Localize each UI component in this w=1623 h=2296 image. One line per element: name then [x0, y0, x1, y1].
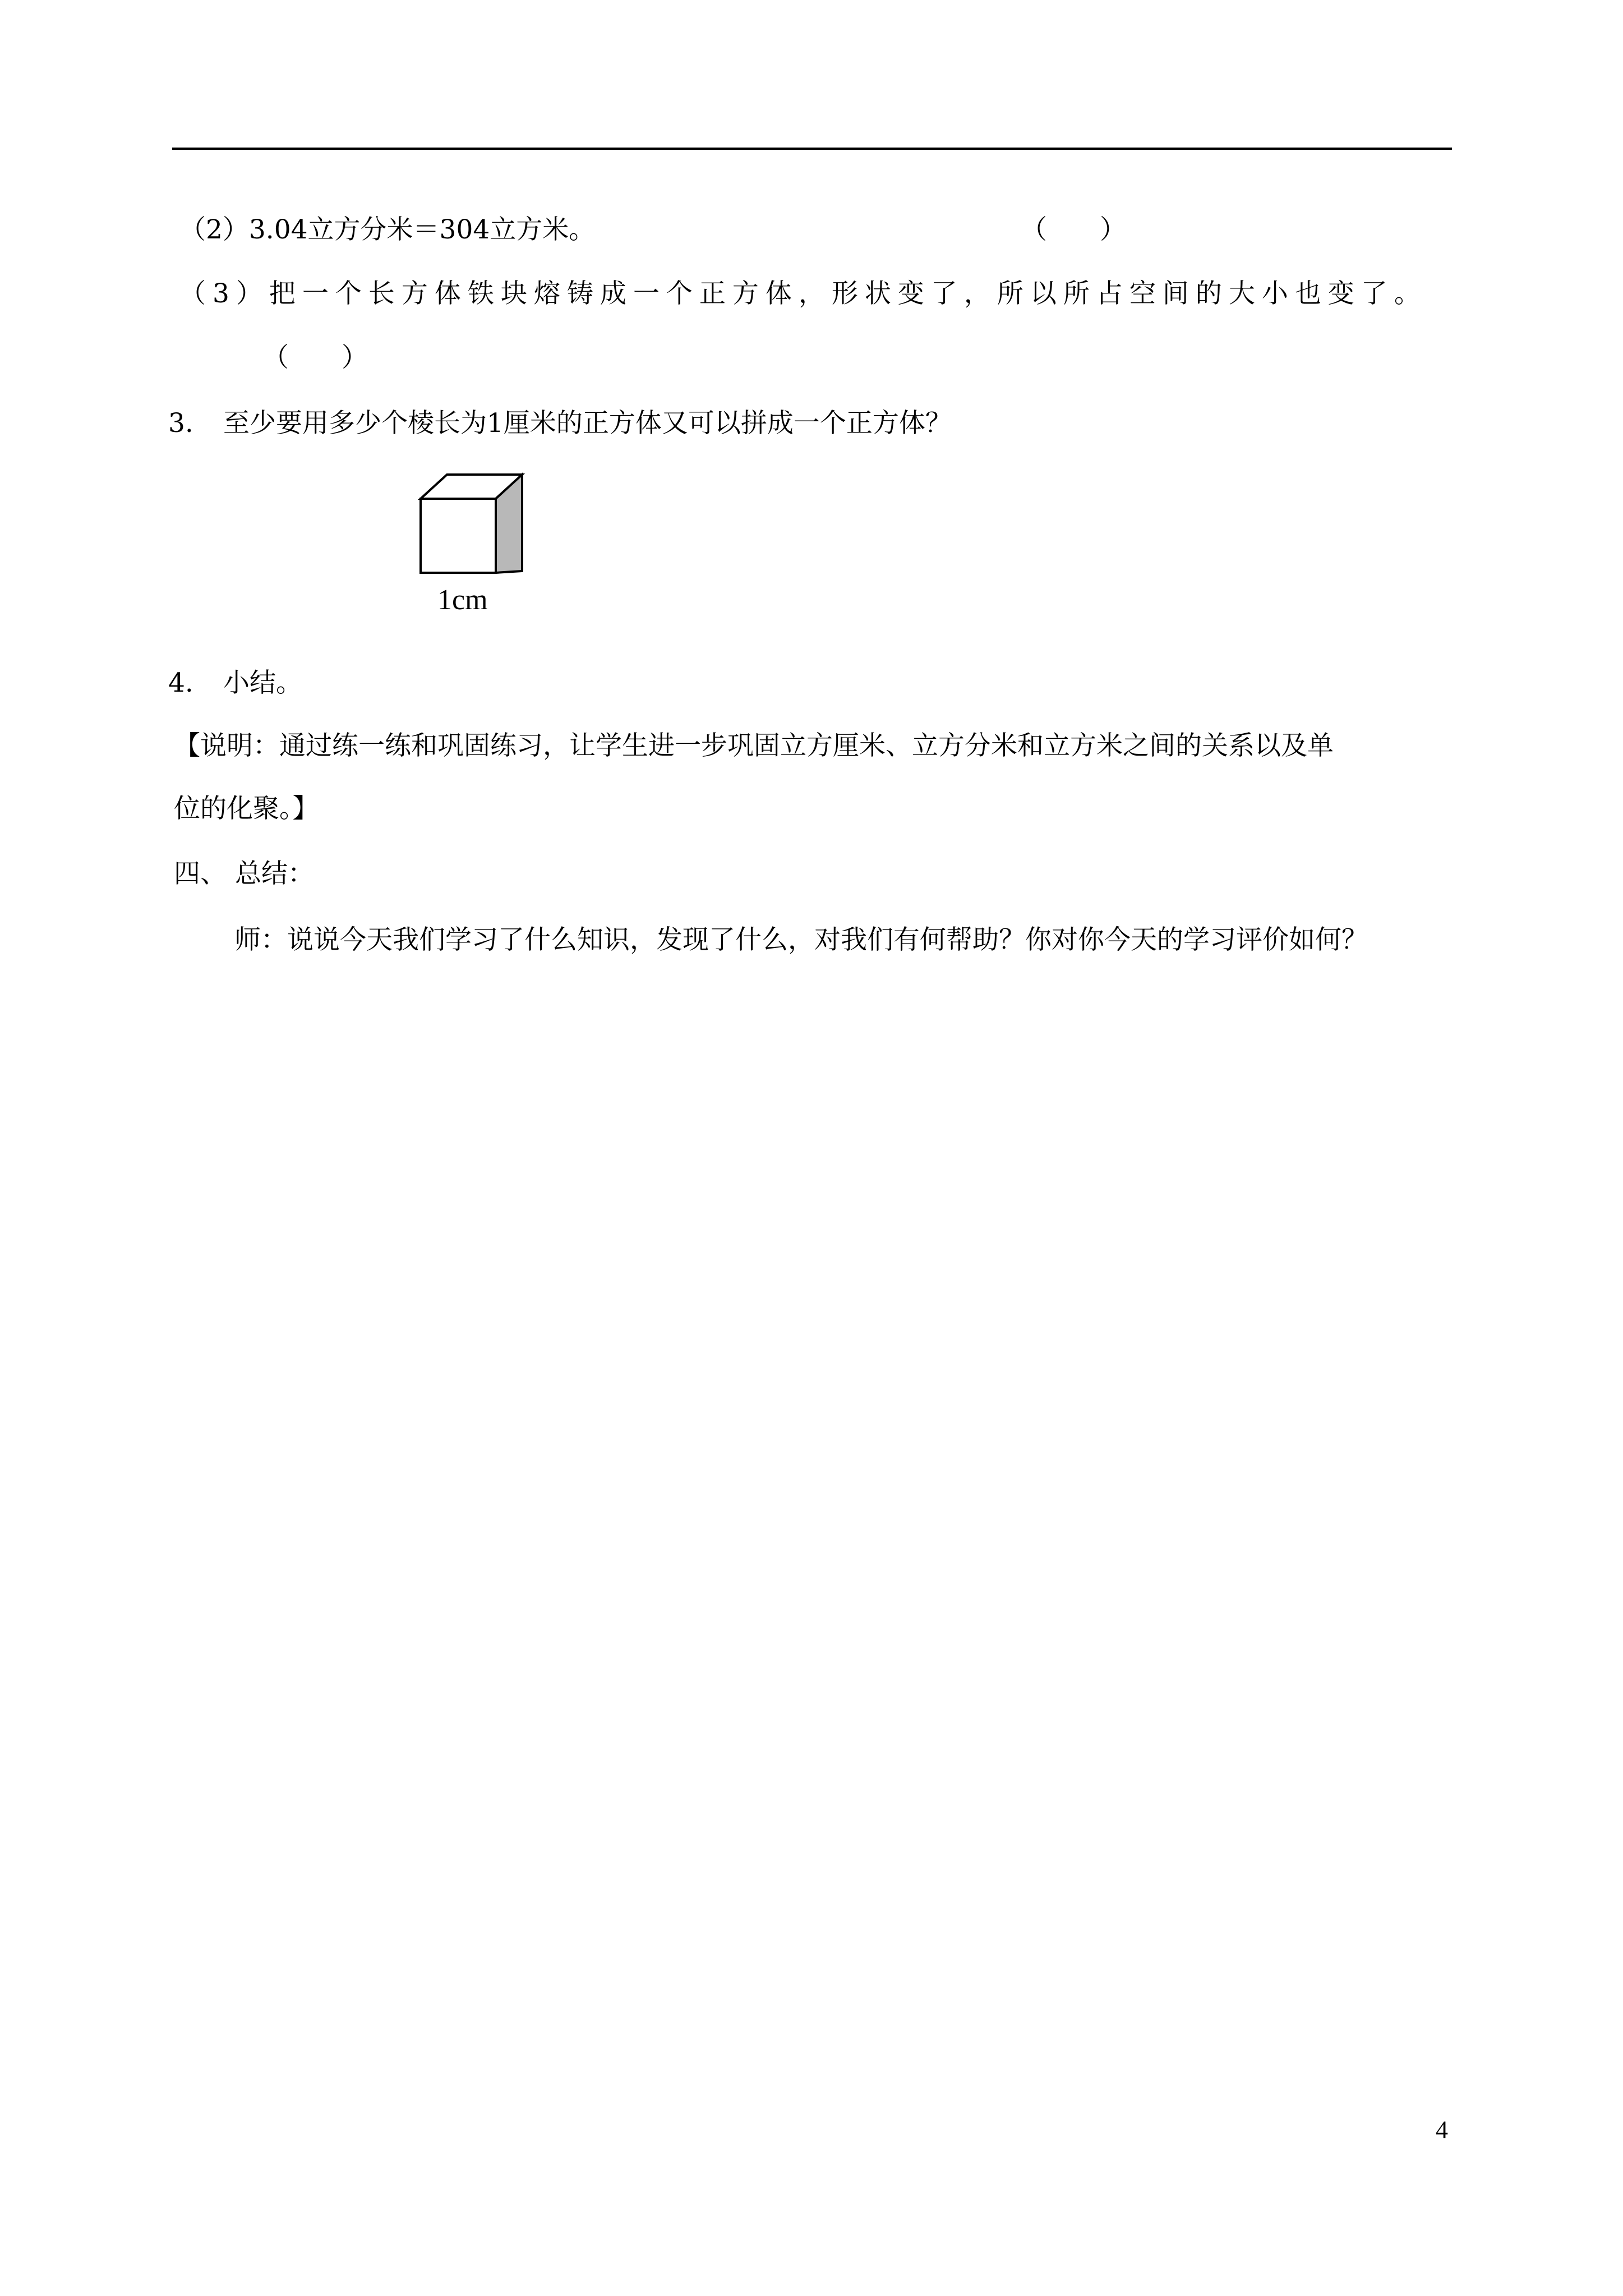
note-line-2: 位的化聚。】: [174, 793, 319, 824]
page-number: 4: [1436, 2116, 1448, 2143]
item-2-statement: （2）3.04立方分米＝304立方米。: [179, 214, 596, 245]
cube-icon: [415, 471, 527, 583]
item-2-answer-blank: （ ）: [1021, 214, 1126, 245]
summary-heading: 四、 总结：: [174, 858, 314, 889]
question-3-text: 至少要用多少个棱长为1厘米的正方体又可以拼成一个正方体？: [223, 408, 952, 439]
item-3-statement: （3）把一个长方体铁块熔铸成一个正方体，形状变了，所以所占空间的大小也变了。: [179, 278, 1427, 309]
question-4-text: 小结。: [223, 668, 302, 698]
note-line-1: 【说明：通过练一练和巩固练习，让学生进一步巩固立方厘米、立方分米和立方米之间的关系以及单: [174, 730, 1334, 761]
cube-edge-label: 1cm: [437, 584, 488, 616]
unit-cube-figure: [415, 471, 527, 639]
question-4-number: 4.: [168, 668, 193, 698]
header-rule: [172, 148, 1452, 150]
question-3-number: 3.: [168, 408, 193, 439]
summary-text: 师：说说今天我们学习了什么知识，发现了什么，对我们有何帮助？你对你今天的学习评价如何？: [234, 924, 1368, 955]
item-3-answer-blank: （ ）: [262, 342, 368, 373]
